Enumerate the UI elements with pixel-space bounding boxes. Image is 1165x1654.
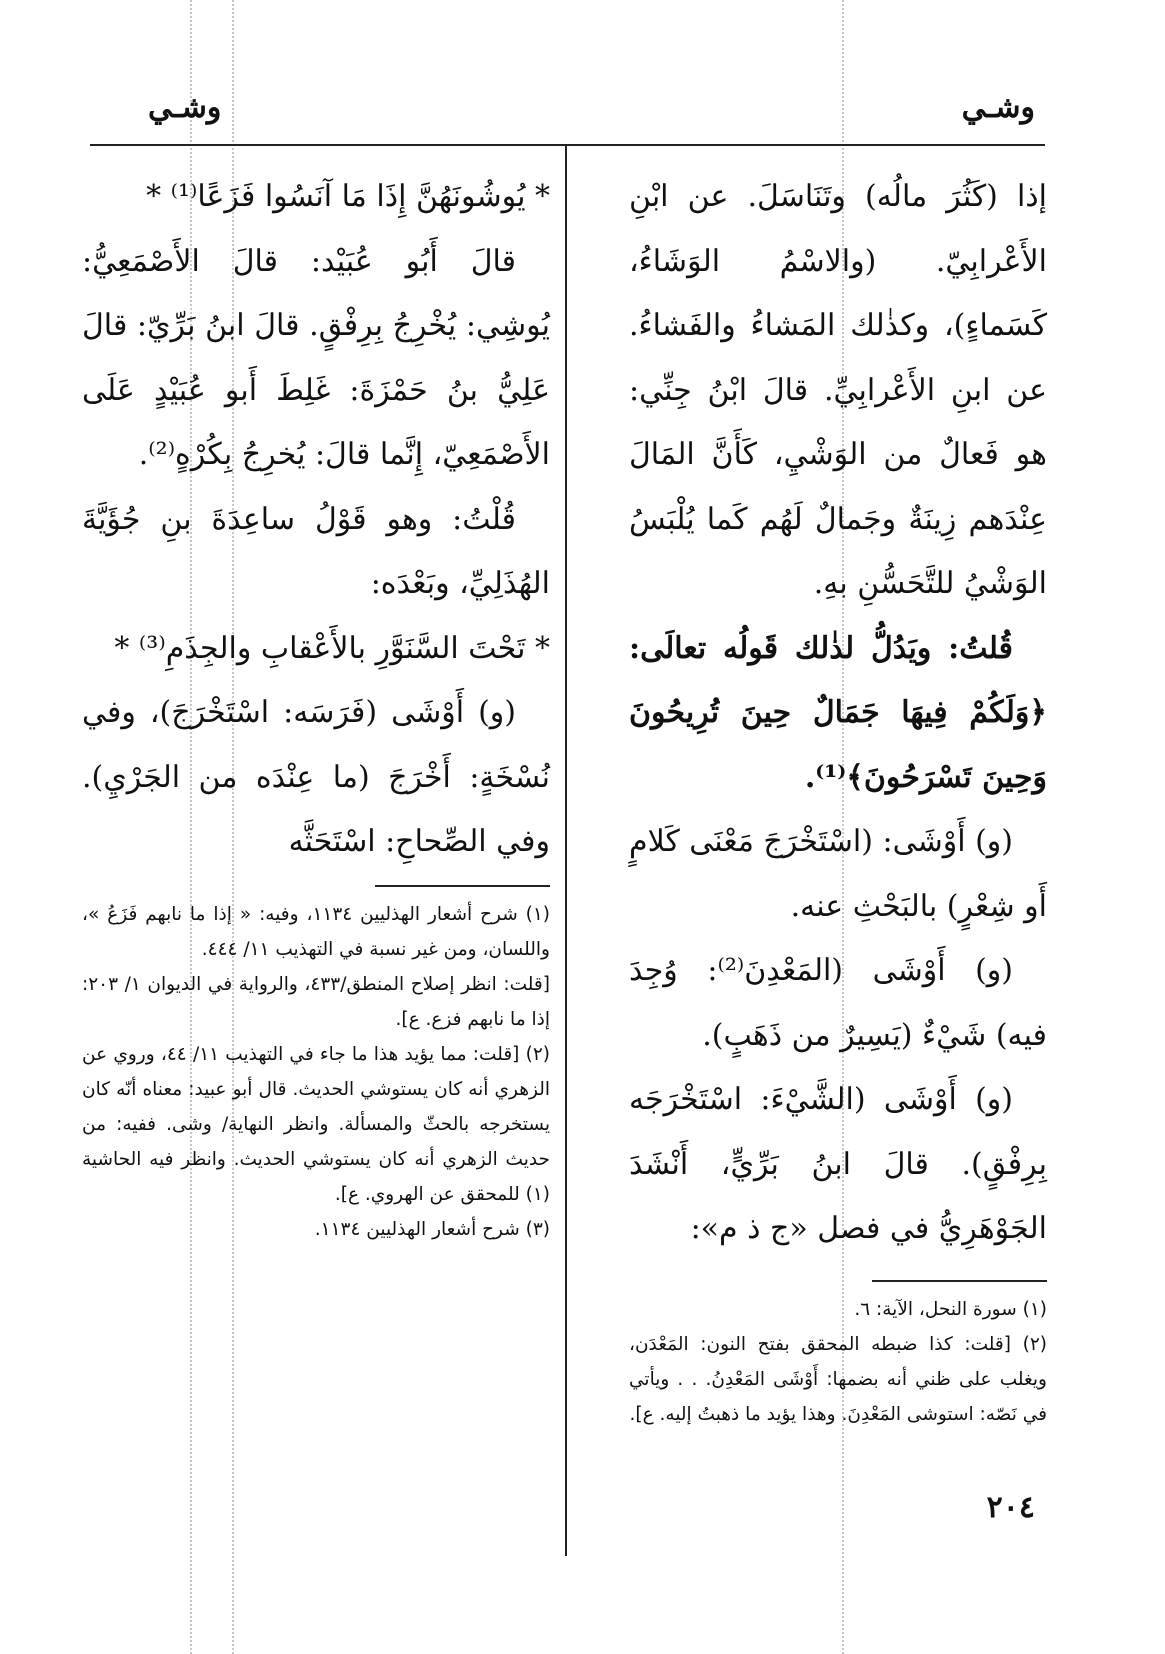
right-column-body <box>629 165 1047 1262</box>
paragraph: (و) أَوْشَى (المَعْدِنَ⁽²⁾: وُجِدَ فيه) شَيْءٌ (يَسِيرٌ من ذَهَبٍ). <box>629 953 1047 1053</box>
footnote: (٢) [قلت: كذا ضبطه المحقق بفتح النون: المَعْدَن، ويغلب على ظني أنه بضمها: أَوْشَى المَعْدِنُ. . . ويأتي في نَصّه: استوشى المَعْدِنَ. وهذا يؤيد ما ذهبتُ إليه. ع]. <box>629 1333 1047 1425</box>
footnote: (١) سورة النحل، الآية: ٦. <box>854 1298 1047 1320</box>
running-head-right: وشـي <box>961 90 1035 125</box>
footnote: [قلت: انظر إصلاح المنطق/٤٣٣، والرواية في الديوان ١/ ٢٠٣: إذا ما نابهم فزع. ع]. <box>82 973 550 1030</box>
left-column <box>82 165 550 1247</box>
header-rule <box>90 144 1045 146</box>
footnote-rule <box>872 1280 1047 1282</box>
footnote: (١) شرح أشعار الهذليين ١١٣٤، وفيه: « إذا ما نابهم فَزَعُ »، واللسان، ومن غير نسبة في التهذيب ١١/ ٤٤٤. <box>82 903 550 960</box>
left-footnotes <box>82 897 550 1247</box>
paragraph: (و) أَوْشَى (الشَّيْءَ: اسْتَخْرَجَه بِرِفْقٍ). قالَ ابنُ بَرِّيٍّ، أَنْشَدَ الجَوْهَرِيُّ في فصل «ج ذ م»: <box>629 1082 1047 1246</box>
page-number: ٢٠٤ <box>986 1490 1035 1525</box>
paragraph: قُلتُ: ويَدُلُّ لذٰلك قَولُه تعالَى: ﴿وَلَكُمْ فِيهَا جَمَالٌ حِينَ تُرِيحُونَ وَحِينَ تَسْرَحُونَ﴾⁽¹⁾. <box>629 630 1047 795</box>
paragraph: (و) أَوْشَى: (اسْتَخْرَجَ مَعْنَى كَلامٍ أَو شِعْرٍ) بالبَحْثِ عنه. <box>629 824 1047 924</box>
right-footnotes <box>629 1292 1047 1432</box>
paragraph: (و) أَوْشَى (فَرَسَه: اسْتَخْرَجَ)، وفي نُسْخَةٍ: أَخْرَجَ (ما عِنْدَه من الجَرْيِ). وفي الصِّحاحِ: اسْتَحَثَّه <box>82 695 550 859</box>
paragraph: قالَ أَبُو عُبَيْد: قالَ الأَصْمَعِيُّ: يُوشِي: يُخْرِجُ بِرِفْقٍ. قالَ ابنُ بَرِّيّ: قالَ عَلِيُّ بنُ حَمْزَةَ: غَلِطَ أَبو عُبَيْدٍ عَلَى الأَصْمَعِيّ، إِنَّما قالَ: يُخرِجُ بِكُرْهٍ⁽²⁾. <box>82 243 550 472</box>
running-head-left: وشـي <box>148 90 222 125</box>
left-column-body <box>82 165 550 875</box>
column-divider <box>565 146 567 1556</box>
paragraph: قُلْتُ: وهو قَوْلُ ساعِدَةَ بنِ جُؤَيَّةَ الهُذَلِيِّ، وبَعْدَه: <box>82 501 550 601</box>
footnote: (٣) شرح أشعار الهذليين ١١٣٤. <box>314 1218 550 1240</box>
footnote-rule <box>375 885 550 887</box>
right-column <box>629 165 1047 1432</box>
verse-line: * يُوشُونَهُنَّ إِذَا مَا آنَسُوا فَزَعًا⁽¹⁾ * <box>146 179 550 214</box>
footnote: (٢) [قلت: مما يؤيد هذا ما جاء في التهذيب ١١/ ٤٤، وروي عن الزهري أنه كان يستوشي الحديث. قال أبو عبيد: معناه أنّه كان يستخرجه بالحثّ والمسألة. وانظر النهاية/ وشى. ففيه: من حديث الزهري أنه كان يستوشي الحديث. وانظر فيه الحاشية (١) للمحقق عن الهروي. ع]. <box>82 1043 550 1205</box>
paragraph: إذا (كَثُرَ مالُه) وتَنَاسَلَ. عن ابْنِ الأَعْرابِيّ. (والاسْمُ الوَشَاءُ، كَسَماءٍ)، وكذٰلك المَشاءُ والفَشاءُ. عن ابنِ الأَعْرابِيِّ. قالَ ابْنُ جِنِّي: هو فَعالٌ من الوَشْيِ، كَأَنَّ المَالَ عِنْدَهم زِينَةٌ وجَمالٌ لَهُم كَما يُلْبَسُ الوَشْيُ للتَّحَسُّنِ بهِ. <box>629 179 1047 601</box>
verse-line: * تَحْتَ السَّنَوَّرِ بالأَعْقابِ والجِذَمِ⁽³⁾ * <box>114 630 550 666</box>
